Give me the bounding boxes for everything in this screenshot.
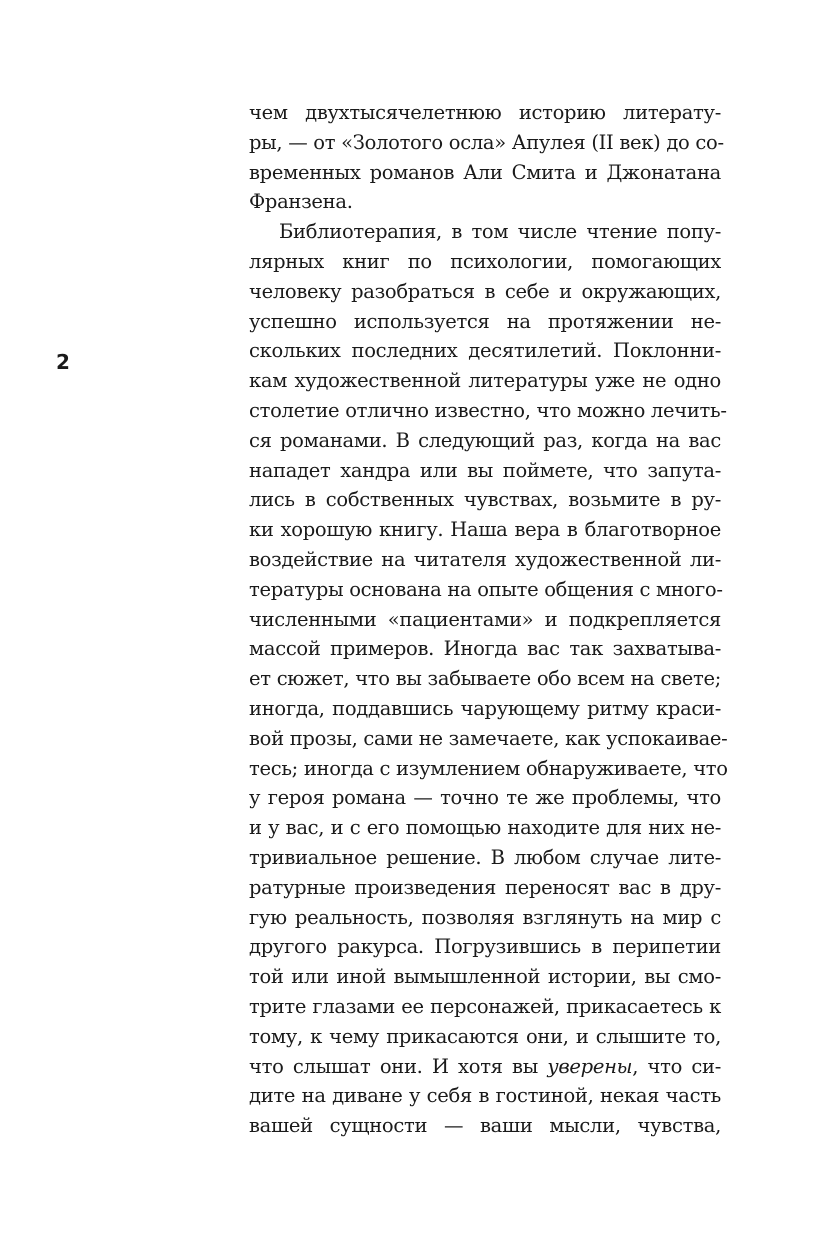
- text-line: кам художественной литературы уже не одно: [249, 369, 721, 393]
- text-line: ратурные произведения переносят вас в дру-: [249, 875, 721, 899]
- text-line: лись в собственных чувствах, возьмите в ру-: [249, 488, 721, 512]
- text-line: ры, — от «Золотого осла» Апулея (II век) до со-: [249, 130, 724, 154]
- text-line: трите глазами ее персонажей, прикасаетесь к: [249, 994, 721, 1018]
- text-line: тературы основана на опыте общения с много-: [249, 577, 723, 601]
- text-line: скольких последних десятилетий. Поклонни-: [249, 339, 721, 363]
- text-line: массой примеров. Иногда вас так захватыва-: [249, 637, 721, 661]
- text-line-with-emphasis: [249, 1052, 721, 1082]
- text-line: гую реальность, позволяя взглянуть на мир с: [249, 905, 721, 929]
- text-line: воздействие на читателя художественной ли-: [249, 547, 721, 571]
- text-line: и у вас, и с его помощью находите для них не-: [249, 816, 721, 840]
- text-line: тесь; иногда с изумлением обнаруживаете, что: [249, 756, 728, 780]
- text-line: численными «пациентами» и подкрепляется: [249, 607, 721, 631]
- text-line: вой прозы, сами не замечаете, как успокаивае-: [249, 726, 728, 750]
- text-line: столетие отлично известно, что можно лечить-: [249, 398, 727, 422]
- text-line: нападет хандра или вы поймете, что запута-: [249, 458, 721, 482]
- text-line: дите на диване у себя в гостиной, некая часть: [249, 1084, 721, 1108]
- text-fragment: что слышат они. И хотя вы: [249, 1054, 548, 1078]
- text-line: ет сюжет, что вы забываете обо всем на свете;: [249, 667, 721, 691]
- text-line: временных романов Али Смита и Джонатана: [249, 160, 721, 184]
- text-line: тривиальное решение. В любом случае лите-: [249, 845, 721, 869]
- italic-emphasis: уверены: [547, 1054, 633, 1078]
- text-line: вашей сущности — ваши мысли, чувства,: [249, 1114, 721, 1138]
- text-fragment: , что си-: [632, 1054, 721, 1078]
- paragraph: [249, 217, 728, 1141]
- body-text: [249, 98, 728, 1141]
- text-line: успешно используется на протяжении не-: [249, 309, 721, 333]
- text-line: тому, к чему прикасаются они, и слышите то,: [249, 1024, 721, 1048]
- paragraph: [249, 98, 724, 217]
- text-line: иногда, поддавшись чарующему ритму краси-: [249, 696, 721, 720]
- text-line: человеку разобраться в себе и окружающих,: [249, 279, 721, 303]
- text-line: лярных книг по психологии, помогающих: [249, 249, 721, 273]
- text-line: ся романами. В следующий раз, когда на вас: [249, 428, 721, 452]
- text-line: Библиотерапия, в том числе чтение попу-: [279, 220, 721, 244]
- text-line: чем двухтысячелетнюю историю литерату-: [249, 101, 721, 124]
- text-line: Франзена.: [249, 190, 353, 214]
- text-line: у героя романа — точно те же проблемы, что: [249, 786, 721, 810]
- text-line: той или иной вымышленной истории, вы смо-: [249, 965, 721, 989]
- page-number: 2: [56, 350, 70, 374]
- text-line: ки хорошую книгу. Наша вера в благотворное: [249, 518, 721, 542]
- text-line: другого ракурса. Погрузившись в перипетии: [249, 935, 721, 959]
